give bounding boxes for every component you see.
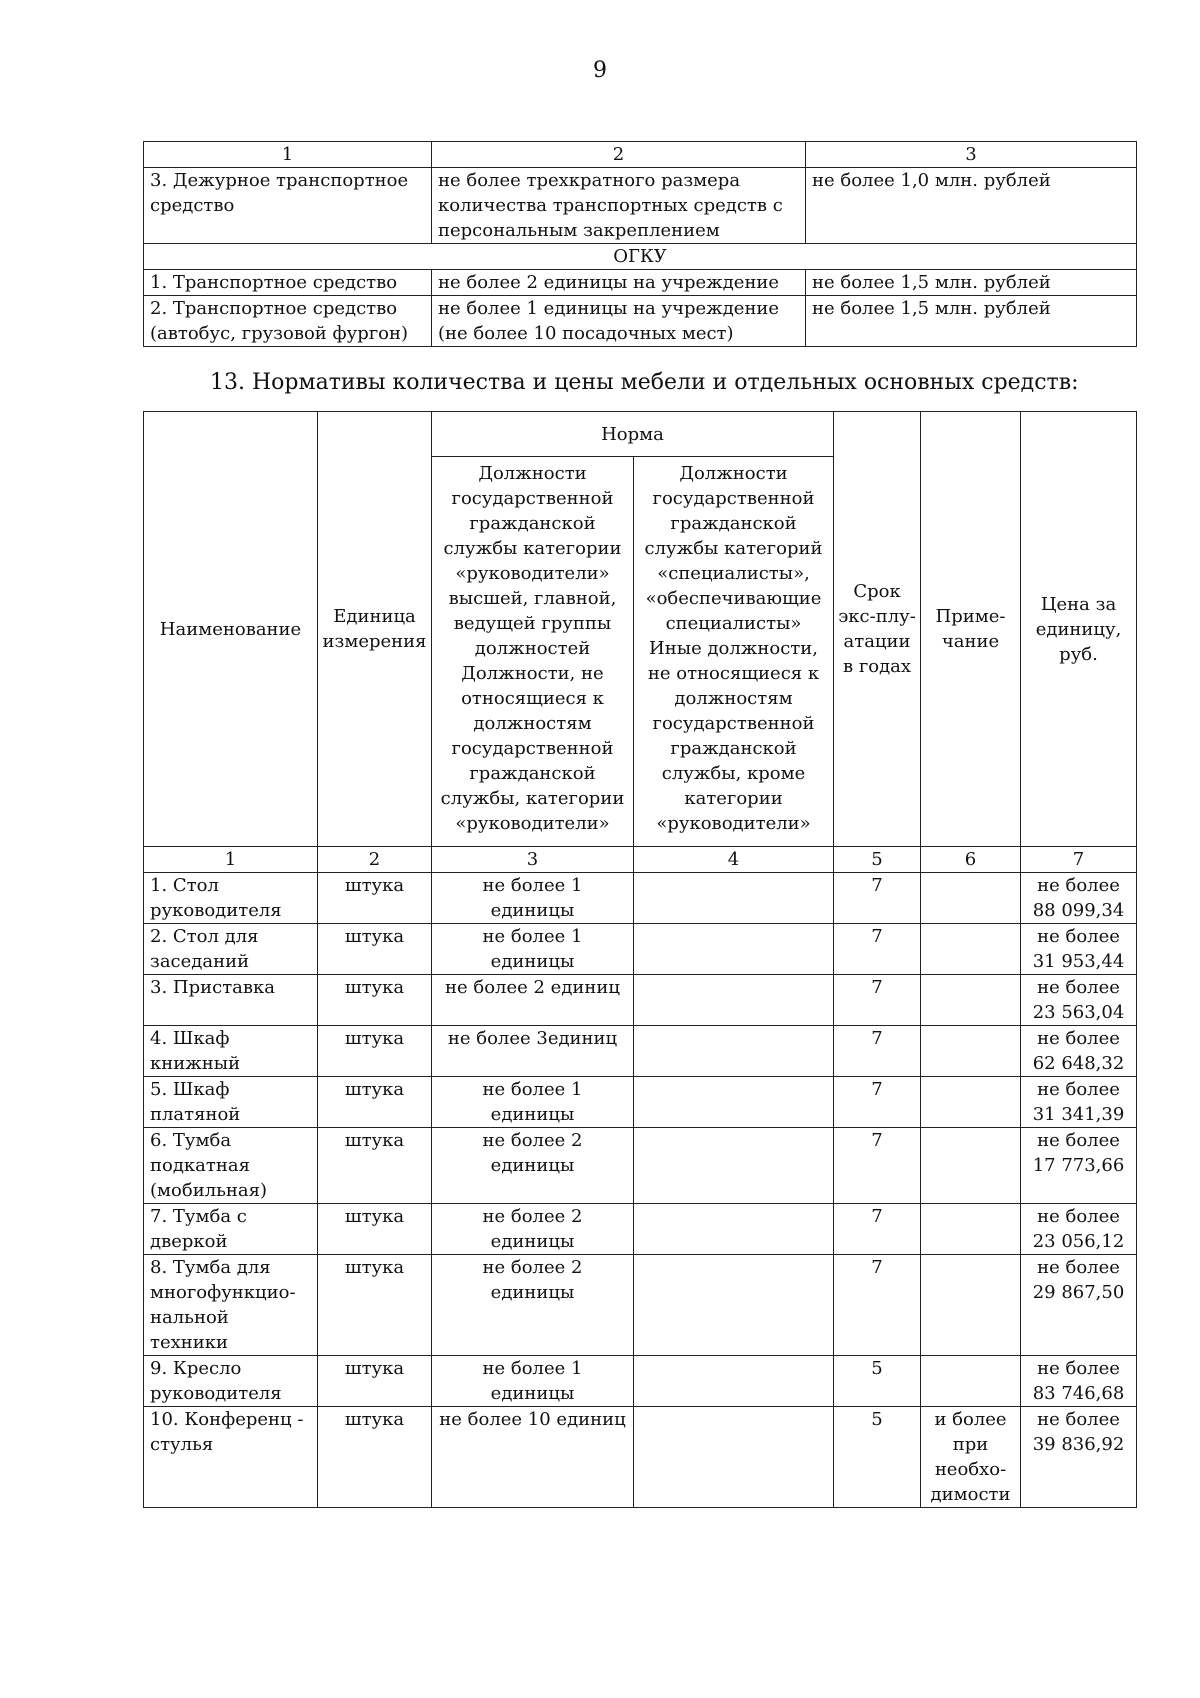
table-row <box>144 1077 1137 1128</box>
transport-table <box>143 141 1137 347</box>
table-row <box>144 975 1137 1026</box>
header-note: Приме-чание <box>921 412 1021 847</box>
furniture-table <box>143 411 1137 1508</box>
header-row <box>144 412 1137 457</box>
column-number: 7 <box>1021 847 1137 873</box>
item-term: 5 <box>834 1407 921 1508</box>
item-unit: штука <box>318 1077 432 1128</box>
item-norm: не более 1 единицы <box>432 1356 634 1407</box>
item-price: не более 83 746,68 <box>1021 1356 1137 1407</box>
item-price: не более 1,5 млн. рублей <box>806 270 1137 296</box>
column-number: 2 <box>432 142 806 168</box>
column-number-row <box>144 847 1137 873</box>
item-price: не более 31 341,39 <box>1021 1077 1137 1128</box>
item-price: не более 88 099,34 <box>1021 873 1137 924</box>
header-norm-leaders: Должности государственной гражданской службы категории «руководители» высшей, главной, ведущей группы должностей Должности, не относящиеся к должностям государственной гражданской службы, категории «руководители» <box>432 457 634 847</box>
section-title: 13. Нормативы количества и цены мебели и отдельных основных средств: <box>210 370 1079 395</box>
table-body <box>144 873 1137 1508</box>
item-price: не более 31 953,44 <box>1021 924 1137 975</box>
item-term: 7 <box>834 1204 921 1255</box>
item-norm: не более 2 единицы <box>432 1204 634 1255</box>
table-row <box>144 1026 1137 1077</box>
column-number: 4 <box>634 847 834 873</box>
item-name: 3. Дежурное транспортное средство <box>144 168 432 244</box>
item-note <box>921 1026 1021 1077</box>
item-unit: штука <box>318 1407 432 1508</box>
item-term: 7 <box>834 975 921 1026</box>
item-name: 7. Тумба с дверкой <box>144 1204 318 1255</box>
header-name: Наименование <box>144 412 318 847</box>
item-note <box>921 1255 1021 1356</box>
group-row <box>144 244 1137 270</box>
table-row <box>144 1204 1137 1255</box>
item-norm-specialists <box>634 1407 834 1508</box>
item-name: 2. Транспортное средство (автобус, грузовой фургон) <box>144 296 432 347</box>
item-unit: штука <box>318 1026 432 1077</box>
header-price: Цена за единицу, руб. <box>1021 412 1137 847</box>
item-norm-specialists <box>634 1077 834 1128</box>
header-term: Срок экс-плу-атации в годах <box>834 412 921 847</box>
column-number: 6 <box>921 847 1021 873</box>
table-row <box>144 1255 1137 1356</box>
column-number: 1 <box>144 142 432 168</box>
column-number: 2 <box>318 847 432 873</box>
item-norm-specialists <box>634 1026 834 1077</box>
item-price: не более 39 836,92 <box>1021 1407 1137 1508</box>
column-number: 5 <box>834 847 921 873</box>
item-name: 9. Кресло руководителя <box>144 1356 318 1407</box>
item-note <box>921 1356 1021 1407</box>
item-price: не более 29 867,50 <box>1021 1255 1137 1356</box>
header-norm: Норма <box>432 412 834 457</box>
item-name: 8. Тумба для многофункцио-нальной техники <box>144 1255 318 1356</box>
item-note: и более при необхо-димости <box>921 1407 1021 1508</box>
item-term: 7 <box>834 1128 921 1204</box>
item-norm: не более 3единиц <box>432 1026 634 1077</box>
column-number: 3 <box>432 847 634 873</box>
item-norm: не более 2 единиц <box>432 975 634 1026</box>
item-term: 7 <box>834 924 921 975</box>
item-term: 7 <box>834 1026 921 1077</box>
item-norm: не более 10 единиц <box>432 1407 634 1508</box>
item-norm: не более 2 единицы <box>432 1128 634 1204</box>
item-unit: штука <box>318 975 432 1026</box>
item-name: 10. Конференц - стулья <box>144 1407 318 1508</box>
item-term: 7 <box>834 1255 921 1356</box>
item-norm-specialists <box>634 1204 834 1255</box>
item-norm-specialists <box>634 873 834 924</box>
column-number-row <box>144 142 1137 168</box>
item-note <box>921 1077 1021 1128</box>
item-norm: не более 1 единицы <box>432 873 634 924</box>
item-price: не более 23 056,12 <box>1021 1204 1137 1255</box>
header-norm-specialists: Должности государственной гражданской службы категорий «специалисты», «обеспечивающие специалисты» Иные должности, не относящиеся к должностям государственной гражданской службы, кроме категории «руководители» <box>634 457 834 847</box>
item-price: не более 23 563,04 <box>1021 975 1137 1026</box>
item-note <box>921 1204 1021 1255</box>
item-price: не более 62 648,32 <box>1021 1026 1137 1077</box>
item-term: 5 <box>834 1356 921 1407</box>
table-row <box>144 873 1137 924</box>
item-name: 4. Шкаф книжный <box>144 1026 318 1077</box>
item-norm: не более 2 единицы <box>432 1255 634 1356</box>
header-unit: Единица измерения <box>318 412 432 847</box>
item-note <box>921 1128 1021 1204</box>
item-price: не более 1,5 млн. рублей <box>806 296 1137 347</box>
page-number: 9 <box>593 58 607 83</box>
item-norm: не более трехкратного размера количества транспортных средств с персональным закреплением <box>432 168 806 244</box>
item-name: 6. Тумба подкатная (мобильная) <box>144 1128 318 1204</box>
item-norm-specialists <box>634 1128 834 1204</box>
item-norm-specialists <box>634 924 834 975</box>
item-note <box>921 975 1021 1026</box>
item-unit: штука <box>318 924 432 975</box>
item-note <box>921 924 1021 975</box>
group-label: ОГКУ <box>144 244 1137 270</box>
item-norm-specialists <box>634 1356 834 1407</box>
item-norm: не более 1 единицы <box>432 1077 634 1128</box>
item-name: 5. Шкаф платяной <box>144 1077 318 1128</box>
item-norm-specialists <box>634 975 834 1026</box>
item-norm: не более 1 единицы <box>432 924 634 975</box>
item-name: 1. Транспортное средство <box>144 270 432 296</box>
column-number: 1 <box>144 847 318 873</box>
table-row <box>144 924 1137 975</box>
item-norm-specialists <box>634 1255 834 1356</box>
column-number: 3 <box>806 142 1137 168</box>
item-unit: штука <box>318 873 432 924</box>
item-price: не более 1,0 млн. рублей <box>806 168 1137 244</box>
table-row <box>144 270 1137 296</box>
item-name: 2. Стол для заседаний <box>144 924 318 975</box>
item-norm: не более 1 единицы на учреждение (не более 10 посадочных мест) <box>432 296 806 347</box>
item-unit: штука <box>318 1255 432 1356</box>
table-row <box>144 1128 1137 1204</box>
item-name: 3. Приставка <box>144 975 318 1026</box>
table-row <box>144 1356 1137 1407</box>
item-term: 7 <box>834 873 921 924</box>
item-price: не более 17 773,66 <box>1021 1128 1137 1204</box>
item-norm: не более 2 единицы на учреждение <box>432 270 806 296</box>
item-name: 1. Стол руководителя <box>144 873 318 924</box>
item-unit: штука <box>318 1128 432 1204</box>
table-row <box>144 1407 1137 1508</box>
item-term: 7 <box>834 1077 921 1128</box>
item-unit: штука <box>318 1204 432 1255</box>
table-row <box>144 168 1137 244</box>
item-unit: штука <box>318 1356 432 1407</box>
table-row <box>144 296 1137 347</box>
item-note <box>921 873 1021 924</box>
